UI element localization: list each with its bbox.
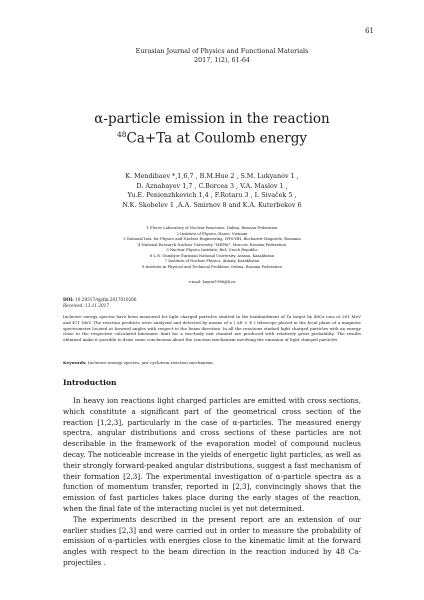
title-superscript: 48 (116, 130, 127, 139)
article-meta (63, 297, 136, 309)
keywords (63, 360, 361, 365)
affiliation: 4 National Research Nuclear University "MEPhI", Moscow, Russian Federation (138, 242, 286, 247)
affiliation: 7 Institute of Nuclear Physics, Almaty, Kazakhstan (164, 259, 260, 263)
affiliation: 1 Flerov Laboratory of Nuclear Reactions, Dubna, Russian Federation (146, 226, 278, 230)
title-line-2 (40, 127, 384, 147)
keywords-label: Keywords: (63, 360, 87, 365)
received-date: Received: 13.11.2017 (63, 303, 110, 308)
title-line-2-text: Ca+Ta at Coulomb energy (126, 130, 308, 147)
page-number: 61 (365, 27, 374, 35)
affiliation: 2 Institute of Physics, Hanoi, Vietnam (176, 231, 248, 236)
author-line: Yu.E. Penionzhkevich 1,4 , F.Rotaru 3 , I. Sivaček 5 , (127, 191, 297, 200)
section-heading-introduction: Introduction (63, 378, 117, 387)
abstract: Inclusive energy spectra have been measured for light charged particles emitted in the bombardment of Ta target by 48Ca ions at 261 MeV and 471 MeV. The reaction products were analyzed and detected by means of a ( ΔE × E ) telescope placed in the focal plane of a magnetic spectrometer located at forward angles with respect to the beam direction. In all the reactions studied light charged particles with an energy close to the respective calculated kinematic limit for a two-body exit channel are produced with relatively great probability. The results obtained make it possible to draw some conclusions about the reaction mechanism involving the emission of light charged particles. (63, 314, 361, 343)
corresponding-email: e-mail: bayrut1986@k.ru (188, 280, 236, 284)
author-list (60, 172, 364, 210)
doi-link[interactable]: 10.29317/ejpfm.2017010206 (75, 297, 137, 302)
journal-issue: 2017, 1(2), 61-64 (194, 56, 250, 64)
keywords-value: Inclusive energy spectra, jaw cyclotron,reaction mechanism. (87, 360, 215, 365)
affiliation: 3 National Inst. for Physics and Nuclear Engineering, IFIN-HH, Bucharest-Magurele, Romania (123, 237, 301, 241)
author-line: N.K. Skobelev 1 ,A.A. Smirnov 8 and K.A. Kuterbekov 6 (122, 200, 302, 209)
affiliation-list (60, 226, 364, 270)
title-line-1: α-particle emission in the reaction (94, 111, 330, 127)
affiliation: 5 Nuclear Physics Institute, Rež, Czech Republic (166, 248, 258, 252)
paper-title (40, 111, 384, 147)
author-line: K. Mendibaev *,1,6,7 , B.M.Hue 2 , S.M. Lukyanov 1 , (125, 172, 299, 180)
journal-name: Eurasian Journal of Physics and Functional Materials (135, 47, 309, 55)
journal-header (0, 47, 424, 65)
paragraph: In heavy ion reactions light charged particles are emitted with cross sections, which constitute a significant part of the geometrical cross section of the reaction [1,2,3], particularly in the case of α-particles. The measured energy spectra, angular distributions and cross sections of these particles are not describable in the framework of the evaporation model of compound nucleus decay. The noticeable increase in the yields of energetic light particles, as well as their strongly forward-peaked angular distributions, suggest a fast mechanism of their formation [2,3]. The experimental investigation of α-particle spectra as a function of momentum transfer, reported in [2,3], convincingly shows that the emission of fast particles takes place during the early stages of the reaction, when the final fate of the interacting nuclei is yet not determined. (63, 396, 361, 513)
author-line: D. Aznabayev 1,7 , C.Borcea 3 , V.A. Maslov 1 , (136, 181, 288, 190)
paragraph: The experiments described in the present report are an extension of our earlier studies [2,3] and were carried out in order to measure the probability of emission of α-particles with energies close to the kinematic limit at the forward angles with respect to the beam direction in the reaction induced by 48 Ca-projectiles . (63, 514, 361, 567)
affiliation: 8 Institute in Physical and Technical Problems, Dubna, Russian Federation (142, 264, 282, 269)
body-text (63, 396, 361, 569)
affiliation: 6 L.N. Gumilyov Eurasian National University, Astana, Kazakhstan (149, 253, 275, 258)
doi-label: DOI: (63, 297, 74, 302)
